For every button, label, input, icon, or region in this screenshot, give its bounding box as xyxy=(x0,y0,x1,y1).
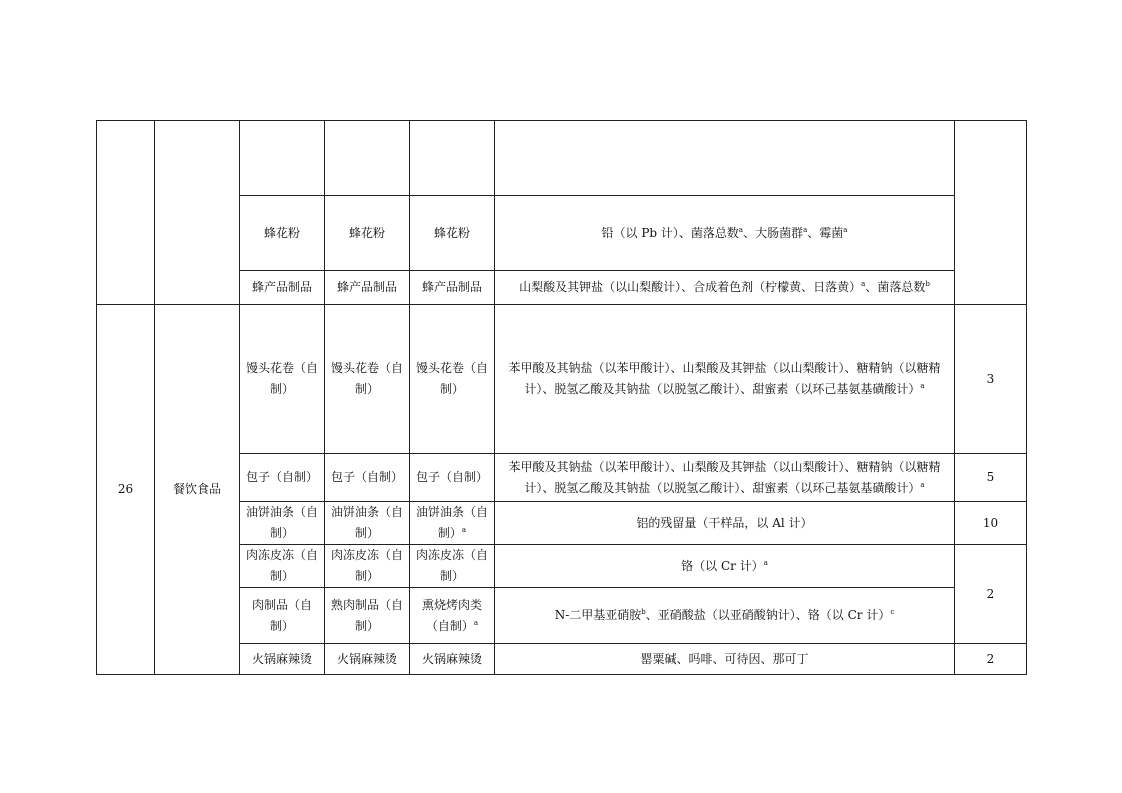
footnote-mark: b xyxy=(641,608,646,616)
test-items-text: 山梨酸及其钾盐（以山梨酸计）、合成着色剂（柠檬黄、日落黄） xyxy=(519,280,862,294)
cell-c3: 蜂花粉 xyxy=(240,196,325,271)
cell-c5: 肉冻皮冻（自制） xyxy=(410,545,495,588)
footnote-mark: a xyxy=(763,558,768,567)
cell-c4: 熟肉制品（自制） xyxy=(325,588,410,644)
test-items-cell: 铝的残留量（干样品，以 Al 计） xyxy=(495,502,955,545)
footnote-mark: a xyxy=(861,280,866,288)
cell-text: 熏烧烤肉类（自制） xyxy=(421,597,482,633)
test-items-cell xyxy=(495,196,955,271)
cell-c3: 肉冻皮冻（自制） xyxy=(240,545,325,588)
cell-c4: 馒头花卷（自制） xyxy=(325,305,410,454)
test-items-text: 铅（以 Pb 计）、菌落总数 xyxy=(601,225,739,240)
cell-c4: 蜂产品制品 xyxy=(325,271,410,305)
count-cell: 2 xyxy=(955,644,1027,675)
cell-c3: 火锅麻辣烫 xyxy=(240,644,325,675)
test-items-text: 铬（以 Cr 计） xyxy=(681,558,764,573)
test-items-cell xyxy=(495,305,955,454)
cell-c3: 油饼油条（自制） xyxy=(240,502,325,545)
table-cell xyxy=(240,121,325,196)
cell-c3: 馒头花卷（自制） xyxy=(240,305,325,454)
table-cell xyxy=(410,121,495,196)
test-items-text: 、大肠菌群 xyxy=(743,225,804,240)
cell-c4: 肉冻皮冻（自制） xyxy=(325,545,410,588)
footnote-mark: a xyxy=(738,225,744,234)
number-cell xyxy=(97,121,155,305)
cell-c5: 火锅麻辣烫 xyxy=(410,644,495,675)
test-items-text: 、亚硝酸盐（以亚硝酸钠计）、铬（以 Cr 计） xyxy=(645,608,891,622)
footnote-mark: a xyxy=(461,526,467,534)
table-cell xyxy=(495,121,955,196)
category-cell xyxy=(155,121,240,305)
test-items-cell xyxy=(495,545,955,588)
test-items-text: N-二甲基亚硝胺 xyxy=(554,608,642,622)
footnote-mark: a xyxy=(803,225,808,234)
number-cell: 26 xyxy=(97,305,155,675)
count-cell: 5 xyxy=(955,454,1027,502)
cell-c3: 肉制品（自制） xyxy=(240,588,325,644)
cell-c5: 馒头花卷（自制） xyxy=(410,305,495,454)
table-row xyxy=(97,121,1027,196)
count-cell: 3 xyxy=(955,305,1027,454)
footnote-mark: a xyxy=(920,382,925,390)
table-cell xyxy=(325,121,410,196)
test-items-cell xyxy=(495,588,955,644)
cell-text: 油饼油条（自制） xyxy=(415,505,488,540)
cell-c3: 蜂产品制品 xyxy=(240,271,325,305)
footnote-mark: b xyxy=(925,280,930,288)
footnote-mark: a xyxy=(920,480,925,489)
cell-c4: 蜂花粉 xyxy=(325,196,410,271)
cell-c5 xyxy=(410,588,495,644)
test-items-cell xyxy=(495,454,955,502)
cell-c4: 油饼油条（自制） xyxy=(325,502,410,545)
cell-c5: 蜂产品制品 xyxy=(410,271,495,305)
count-cell: 2 xyxy=(955,545,1027,644)
category-cell: 餐饮食品 xyxy=(155,305,240,675)
footnote-mark: a xyxy=(473,618,479,627)
count-cell xyxy=(955,121,1027,305)
test-items-text: 苯甲酸及其钠盐（以苯甲酸计）、山梨酸及其钾盐（以山梨酸计）、糖精钠（以糖精计）、脱氢乙酸及其钠盐（以脱氢乙酸计）、甜蜜素（以环己基氨基磺酸计） xyxy=(508,459,941,495)
cell-c5 xyxy=(410,502,495,545)
cell-c3: 包子（自制） xyxy=(240,454,325,502)
test-items-text: 苯甲酸及其钠盐（以苯甲酸计）、山梨酸及其钾盐（以山梨酸计）、糖精钠（以糖精计）、脱氢乙酸及其钠盐（以脱氢乙酸计）、甜蜜素（以环己基氨基磺酸计） xyxy=(508,361,941,396)
test-items-text: 、菌落总数 xyxy=(865,280,926,294)
inspection-table xyxy=(96,120,1027,675)
cell-c5: 包子（自制） xyxy=(410,454,495,502)
cell-c4: 包子（自制） xyxy=(325,454,410,502)
test-items-text: 、霉菌 xyxy=(807,225,844,240)
table-row xyxy=(97,305,1027,454)
test-items-cell: 罂粟碱、吗啡、可待因、那可丁 xyxy=(495,644,955,675)
test-items-cell xyxy=(495,271,955,305)
cell-c4: 火锅麻辣烫 xyxy=(325,644,410,675)
footnote-mark: a xyxy=(843,225,848,234)
cell-c5: 蜂花粉 xyxy=(410,196,495,271)
footnote-mark: c xyxy=(890,608,895,616)
count-cell: 10 xyxy=(955,502,1027,545)
